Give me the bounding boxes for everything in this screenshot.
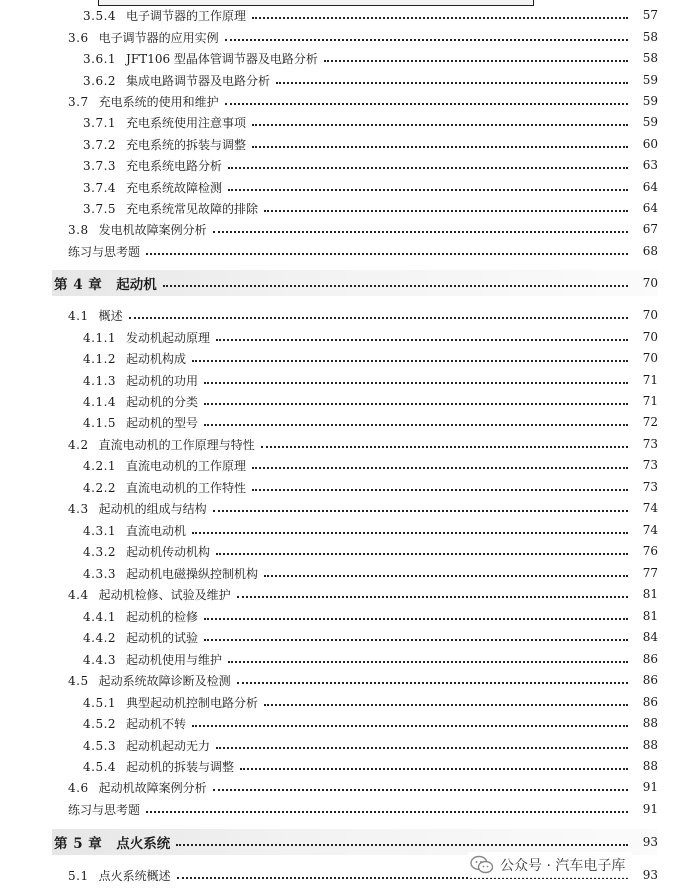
toc-entry-title: 起动机的组成与结构 bbox=[98, 501, 207, 516]
toc-entry-page: 63 bbox=[642, 158, 658, 172]
toc-entry-number: 3.6.2 bbox=[83, 73, 117, 88]
dot-leader bbox=[192, 725, 628, 727]
toc-entry-page: 70 bbox=[642, 308, 658, 322]
toc-entry-label bbox=[0, 629, 202, 646]
toc-entry-number: 4.3.3 bbox=[83, 566, 117, 581]
toc-entry[interactable] bbox=[0, 778, 694, 796]
toc-entry[interactable] bbox=[0, 242, 694, 260]
dot-leader bbox=[204, 639, 628, 641]
toc-entry-number: 第 5 章 bbox=[54, 836, 103, 852]
toc-entry-label bbox=[0, 543, 214, 560]
toc-entry-title: 练习与思考题 bbox=[68, 244, 141, 259]
dot-leader bbox=[228, 189, 628, 191]
toc-entry-title: 典型起动机控制电路分析 bbox=[126, 695, 259, 710]
toc-entry-page: 91 bbox=[642, 802, 658, 816]
dot-leader bbox=[204, 618, 628, 620]
toc-entry[interactable] bbox=[0, 521, 694, 539]
toc-entry-title: 概述 bbox=[98, 308, 123, 323]
dot-leader bbox=[204, 424, 628, 426]
toc-entry-label bbox=[0, 329, 214, 346]
toc-entry-title: 直流电动机的工作特性 bbox=[126, 480, 247, 495]
toc-entry-label bbox=[0, 114, 250, 131]
dot-leader bbox=[216, 553, 628, 555]
toc-entry-page: 58 bbox=[642, 51, 658, 65]
dot-leader bbox=[192, 360, 628, 362]
toc-entry-label bbox=[0, 694, 262, 711]
toc-entry-title: 起动系统故障诊断及检测 bbox=[98, 673, 231, 688]
toc-entry[interactable] bbox=[0, 628, 694, 646]
toc-entry-page: 88 bbox=[642, 759, 658, 773]
toc-entry-page: 70 bbox=[642, 276, 658, 290]
toc-entry[interactable] bbox=[0, 156, 694, 174]
toc-entry-title: 起动机不转 bbox=[126, 716, 187, 731]
toc-entry-number: 4.3.2 bbox=[83, 544, 117, 559]
dot-leader bbox=[252, 17, 628, 19]
toc-entry-title: 充电系统电路分析 bbox=[126, 158, 223, 173]
toc-entry[interactable] bbox=[0, 71, 694, 89]
toc-entry-number: 4.1.3 bbox=[83, 373, 117, 388]
toc-entry-number: 4.1.5 bbox=[83, 415, 117, 430]
toc-entry-number: 4.1.1 bbox=[83, 330, 117, 345]
toc-entry-page: 88 bbox=[642, 738, 658, 752]
toc-entry-title: 起动机的试验 bbox=[126, 630, 199, 645]
toc-entry[interactable] bbox=[0, 736, 694, 754]
dot-leader bbox=[225, 103, 628, 105]
toc-entry-number: 3.6.1 bbox=[83, 51, 117, 66]
toc-entry-label bbox=[0, 7, 250, 24]
toc-entry-title: 点火系统概述 bbox=[98, 868, 171, 883]
toc-entry-label bbox=[0, 350, 190, 367]
toc-entry-page: 81 bbox=[642, 609, 658, 623]
toc-entry-label bbox=[0, 715, 190, 732]
toc-entry-number: 4.1.2 bbox=[83, 351, 117, 366]
toc-entry-title: 直流电动机的工作原理 bbox=[126, 458, 247, 473]
toc-entry[interactable] bbox=[0, 671, 694, 689]
toc-entry-number: 3.7.3 bbox=[83, 158, 117, 173]
toc-entry-label bbox=[0, 832, 174, 852]
toc-entry-title: 充电系统常见故障的排除 bbox=[126, 201, 259, 216]
wechat-icon bbox=[470, 855, 494, 875]
toc-entry-page: 72 bbox=[642, 415, 658, 429]
toc-entry-number: 4.5.1 bbox=[83, 695, 117, 710]
dot-leader bbox=[146, 811, 628, 813]
toc-entry-label bbox=[0, 672, 235, 689]
toc-entry[interactable] bbox=[0, 371, 694, 389]
toc-entry-number: 3.8 bbox=[68, 222, 89, 237]
toc-entry-label bbox=[0, 608, 202, 625]
chapter-heading[interactable] bbox=[0, 270, 694, 296]
toc-entry-title: 电子调节器的应用实例 bbox=[98, 30, 219, 45]
toc-entry-title: 起动机的分类 bbox=[126, 394, 199, 409]
toc-entry-title: 起动机的型号 bbox=[126, 415, 199, 430]
toc-entry-page: 58 bbox=[642, 30, 658, 44]
dot-leader bbox=[163, 285, 628, 287]
watermark bbox=[468, 852, 631, 878]
toc-entry-title: 起动机的拆装与调整 bbox=[126, 759, 235, 774]
dot-leader bbox=[213, 231, 628, 233]
toc-entry-page: 70 bbox=[642, 330, 658, 344]
dot-leader bbox=[213, 789, 628, 791]
toc-entry[interactable] bbox=[0, 542, 694, 560]
toc-entry-page: 71 bbox=[642, 394, 658, 408]
toc-entry-title: 起动机的检修 bbox=[126, 609, 199, 624]
dot-leader bbox=[264, 704, 628, 706]
toc-entry-number: 4.1.4 bbox=[83, 394, 117, 409]
toc-entry-number: 3.7.2 bbox=[83, 137, 117, 152]
toc-entry-title: 练习与思考题 bbox=[68, 802, 141, 817]
toc-entry-title: 起动机电磁操纵控制机构 bbox=[126, 566, 259, 581]
dot-leader bbox=[213, 510, 628, 512]
toc-entry-number: 4.4.2 bbox=[83, 630, 117, 645]
toc-entry[interactable] bbox=[0, 693, 694, 711]
toc-entry-title: 起动机检修、试验及维护 bbox=[98, 587, 231, 602]
dot-leader bbox=[252, 467, 628, 469]
toc-entry-title: 电子调节器的工作原理 bbox=[126, 8, 247, 23]
toc-entry-page: 77 bbox=[642, 566, 658, 580]
toc-entry-page: 64 bbox=[642, 201, 658, 215]
toc-entry-number: 4.3.1 bbox=[83, 523, 117, 538]
toc-entry-page: 93 bbox=[642, 835, 658, 849]
toc-entry-number: 第 4 章 bbox=[54, 277, 103, 293]
toc-entry-label bbox=[0, 273, 161, 293]
toc-entry-number: 3.5.4 bbox=[83, 8, 117, 23]
toc-entry-page: 84 bbox=[642, 630, 658, 644]
dot-leader bbox=[252, 146, 628, 148]
toc-entry-page: 59 bbox=[642, 73, 658, 87]
toc-entry-label bbox=[0, 179, 226, 196]
toc-entry-title: 发动机起动原理 bbox=[126, 330, 211, 345]
toc-entry-label bbox=[0, 29, 223, 46]
toc-entry-title: 起动机的功用 bbox=[126, 373, 199, 388]
toc-entry-title: 点火系统 bbox=[116, 836, 171, 852]
dot-leader bbox=[252, 124, 628, 126]
toc-entry-label bbox=[0, 565, 262, 582]
toc-entry-number: 4.2.2 bbox=[83, 480, 117, 495]
toc-entry[interactable] bbox=[0, 49, 694, 67]
toc-entry-number: 3.7.5 bbox=[83, 201, 117, 216]
toc-entry-label bbox=[0, 50, 322, 67]
toc-entry[interactable] bbox=[0, 349, 694, 367]
toc-entry[interactable] bbox=[0, 714, 694, 732]
toc-entry-number: 3.6 bbox=[68, 30, 89, 45]
dot-leader bbox=[192, 532, 628, 534]
toc-entry-title: JFT106 型晶体管调节器及电路分析 bbox=[126, 51, 318, 66]
toc-entry-page: 88 bbox=[642, 716, 658, 730]
toc-entry-page: 74 bbox=[642, 523, 658, 537]
toc-entry-page: 64 bbox=[642, 180, 658, 194]
dot-leader bbox=[228, 661, 628, 663]
toc-entry[interactable] bbox=[0, 499, 694, 517]
toc-entry-page: 76 bbox=[642, 544, 658, 558]
toc-entry-label bbox=[0, 221, 211, 238]
toc-entry[interactable] bbox=[0, 650, 694, 668]
toc-entry-title: 发电机故障案例分析 bbox=[98, 222, 207, 237]
toc-entry-label bbox=[0, 307, 127, 324]
toc-entry[interactable] bbox=[0, 585, 694, 603]
toc-entry[interactable] bbox=[0, 306, 694, 324]
toc-entry-number: 4.4 bbox=[68, 587, 89, 602]
toc-entry-number: 5.1 bbox=[68, 868, 89, 883]
toc-entry-label bbox=[0, 500, 211, 517]
toc-entry-label bbox=[0, 758, 238, 775]
toc-entry-page: 91 bbox=[642, 780, 658, 794]
dot-leader bbox=[225, 39, 628, 41]
toc-entry-title: 直流电动机 bbox=[126, 523, 187, 538]
toc-entry[interactable] bbox=[0, 478, 694, 496]
toc-entry[interactable] bbox=[0, 456, 694, 474]
dot-leader bbox=[261, 446, 628, 448]
toc-entry-number: 4.5.4 bbox=[83, 759, 117, 774]
toc-entry-number: 3.7.4 bbox=[83, 180, 117, 195]
toc-entry[interactable] bbox=[0, 28, 694, 46]
toc-entry-title: 起动机 bbox=[116, 277, 157, 293]
toc-entry-page: 59 bbox=[642, 115, 658, 129]
toc-entry-number: 3.7.1 bbox=[83, 115, 117, 130]
dot-leader bbox=[276, 82, 628, 84]
toc-entry[interactable] bbox=[0, 178, 694, 196]
toc-entry-page: 74 bbox=[642, 501, 658, 515]
toc-entry-number: 4.6 bbox=[68, 780, 89, 795]
toc-entry-number: 4.1 bbox=[68, 308, 89, 323]
toc-entry-title: 充电系统的拆装与调整 bbox=[126, 137, 247, 152]
dot-leader bbox=[237, 682, 628, 684]
dot-leader bbox=[204, 403, 628, 405]
toc-entry-title: 充电系统使用注意事项 bbox=[126, 115, 247, 130]
toc-entry[interactable] bbox=[0, 607, 694, 625]
toc-entry-title: 集成电路调节器及电路分析 bbox=[126, 73, 271, 88]
toc-entry[interactable] bbox=[0, 6, 694, 24]
toc-entry-page: 86 bbox=[642, 695, 658, 709]
dot-leader bbox=[204, 382, 628, 384]
dot-leader bbox=[324, 60, 628, 62]
toc-entry-label bbox=[0, 586, 235, 603]
toc-entry[interactable] bbox=[0, 413, 694, 431]
toc-entry-number: 4.4.1 bbox=[83, 609, 117, 624]
toc-entry-page: 60 bbox=[642, 137, 658, 151]
toc-entry-page: 57 bbox=[642, 8, 658, 22]
toc-entry[interactable] bbox=[0, 92, 694, 110]
toc-entry-number: 4.4.3 bbox=[83, 652, 117, 667]
toc-entry-label bbox=[0, 136, 250, 153]
toc-entry-label bbox=[0, 457, 250, 474]
toc-entry-label bbox=[0, 200, 262, 217]
toc-entry-label bbox=[0, 157, 226, 174]
toc-entry-title: 起动机传动机构 bbox=[126, 544, 211, 559]
toc-entry-label bbox=[0, 801, 144, 818]
toc-entry-label bbox=[0, 93, 223, 110]
dot-leader bbox=[146, 253, 628, 255]
toc-entry-title: 起动机构成 bbox=[126, 351, 187, 366]
toc-entry-page: 81 bbox=[642, 587, 658, 601]
dot-leader bbox=[237, 596, 628, 598]
toc-entry[interactable] bbox=[0, 328, 694, 346]
dot-leader bbox=[129, 317, 628, 319]
toc-entry-page: 73 bbox=[642, 458, 658, 472]
toc-entry-page: 93 bbox=[642, 868, 658, 882]
toc-entry-number: 3.7 bbox=[68, 94, 89, 109]
dot-leader bbox=[264, 210, 628, 212]
toc-entry-title: 直流电动机的工作原理与特性 bbox=[98, 437, 255, 452]
toc-entry[interactable] bbox=[0, 435, 694, 453]
toc-entry-label bbox=[0, 651, 226, 668]
dot-leader bbox=[176, 844, 628, 846]
toc-entry[interactable] bbox=[0, 392, 694, 410]
toc-entry-label bbox=[0, 479, 250, 496]
toc-entry-number: 4.2.1 bbox=[83, 458, 117, 473]
toc-entry-label bbox=[0, 737, 214, 754]
dot-leader bbox=[240, 768, 628, 770]
toc-entry-page: 86 bbox=[642, 673, 658, 687]
toc-entry-label bbox=[0, 243, 144, 260]
dot-leader bbox=[216, 339, 628, 341]
toc-entry[interactable] bbox=[0, 135, 694, 153]
toc-entry[interactable] bbox=[0, 800, 694, 818]
dot-leader bbox=[228, 167, 628, 169]
toc-entry[interactable] bbox=[0, 199, 694, 217]
toc-entry[interactable] bbox=[0, 757, 694, 775]
dot-leader bbox=[216, 747, 628, 749]
toc-entry-title: 充电系统的使用和维护 bbox=[98, 94, 219, 109]
toc-entry-label bbox=[0, 522, 190, 539]
toc-entry-label bbox=[0, 372, 202, 389]
toc-entry-page: 73 bbox=[642, 480, 658, 494]
toc-entry-page: 86 bbox=[642, 652, 658, 666]
toc-entry-title: 起动机使用与维护 bbox=[126, 652, 223, 667]
dot-leader bbox=[264, 575, 628, 577]
watermark-text: 公众号 · 汽车电子库 bbox=[500, 858, 626, 874]
dot-leader bbox=[252, 489, 628, 491]
toc-entry-title: 起动机故障案例分析 bbox=[98, 780, 207, 795]
toc-entry-page: 59 bbox=[642, 94, 658, 108]
toc-entry-page: 68 bbox=[642, 244, 658, 258]
toc-entry-page: 70 bbox=[642, 351, 658, 365]
toc-entry-title: 充电系统故障检测 bbox=[126, 180, 223, 195]
toc-entry-label bbox=[0, 436, 259, 453]
toc-entry-number: 4.5.2 bbox=[83, 716, 117, 731]
toc-entry-number: 4.5.3 bbox=[83, 738, 117, 753]
toc-entry-label bbox=[0, 414, 202, 431]
toc-entry-page: 71 bbox=[642, 373, 658, 387]
toc-entry-number: 4.5 bbox=[68, 673, 89, 688]
toc-entry-label bbox=[0, 867, 175, 884]
toc-entry-label bbox=[0, 779, 211, 796]
toc-entry-page: 67 bbox=[642, 222, 658, 236]
toc-entry-number: 4.3 bbox=[68, 501, 89, 516]
toc-entry[interactable] bbox=[0, 113, 694, 131]
toc-entry-title: 起动机起动无力 bbox=[126, 738, 211, 753]
toc-entry[interactable] bbox=[0, 564, 694, 582]
toc-entry-number: 4.2 bbox=[68, 437, 89, 452]
toc-entry-label bbox=[0, 393, 202, 410]
toc-entry-label bbox=[0, 72, 274, 89]
toc-entry-page: 73 bbox=[642, 437, 658, 451]
toc-entry[interactable] bbox=[0, 220, 694, 238]
